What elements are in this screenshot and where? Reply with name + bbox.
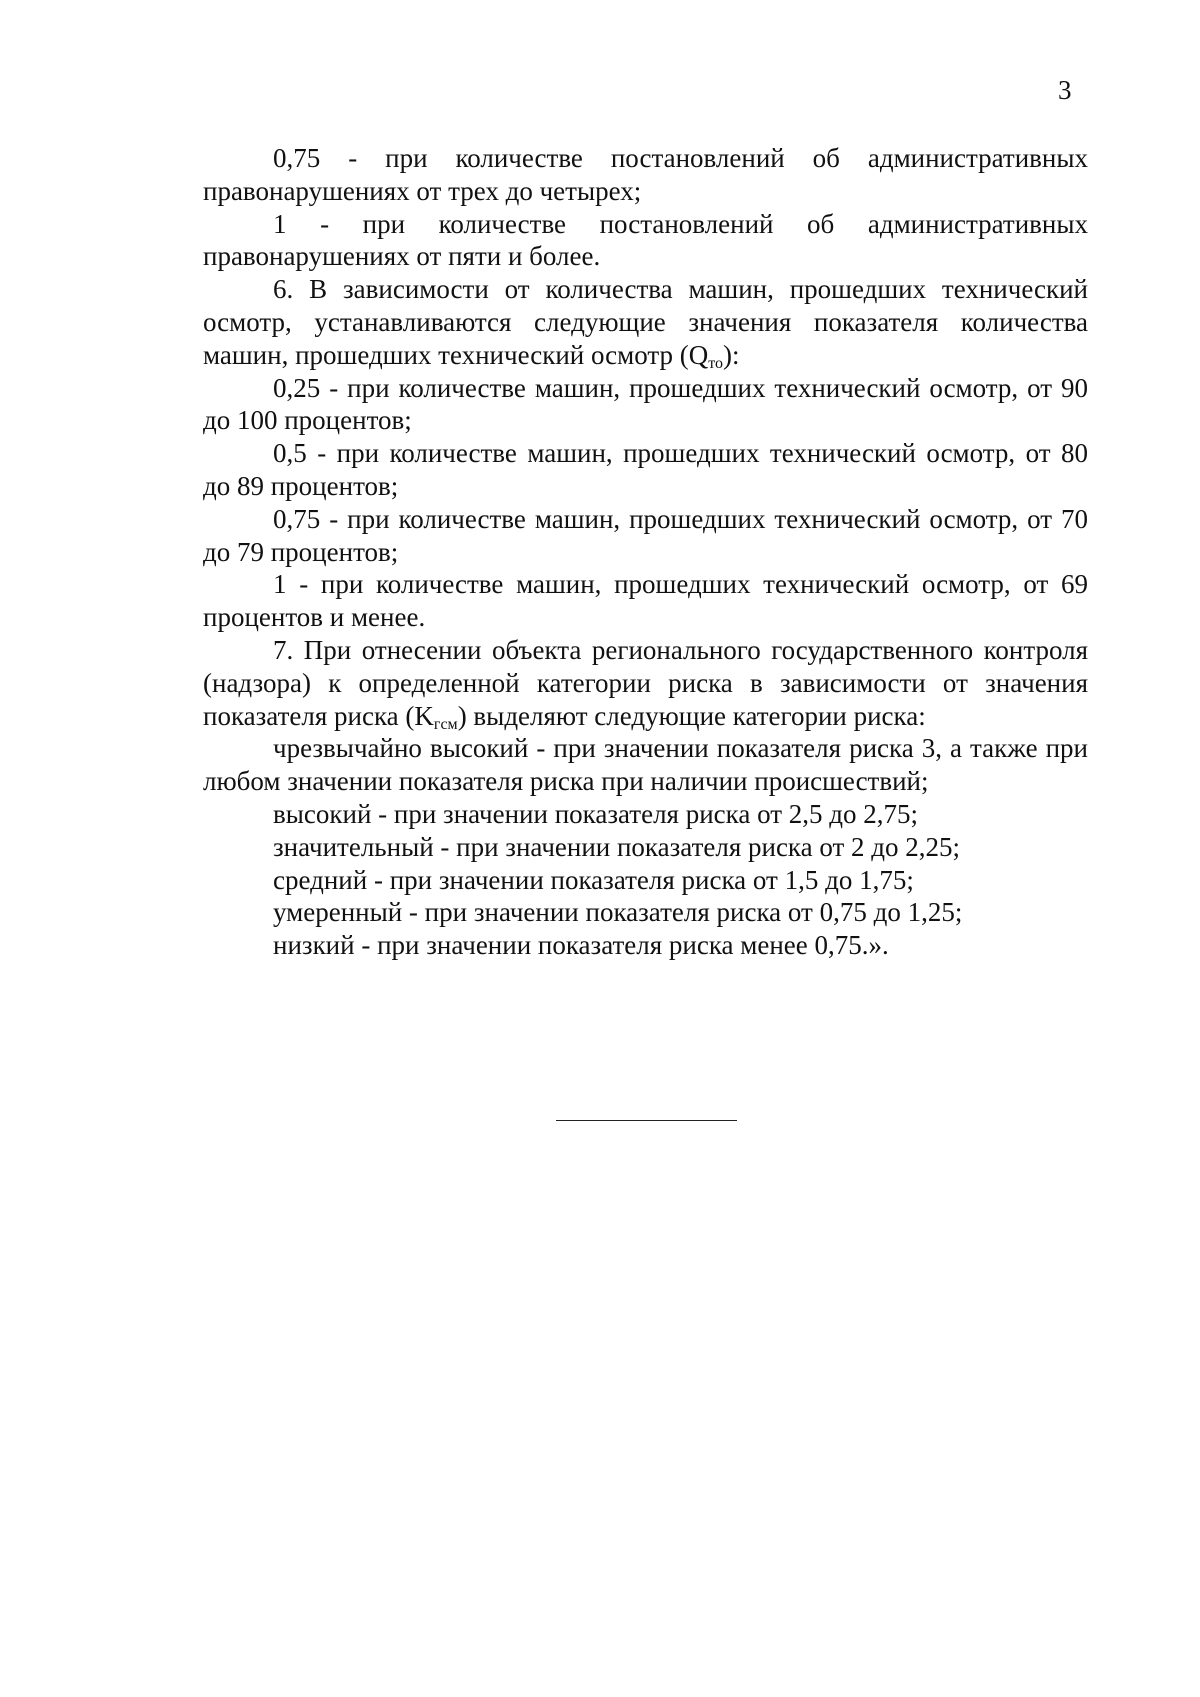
paragraph-risk-low: низкий - при значении показателя риска менее 0,75.». (273, 930, 889, 961)
paragraph-coef-1-violations: 1 - при количестве постановлений об административных правонарушениях от пяти и более. (203, 208, 1088, 272)
paragraph-coef-075-violations: 0,75 - при количестве постановлений об административных правонарушениях от трех до четырех; (203, 143, 1088, 206)
document-body (203, 142, 1088, 962)
paragraph-coef-075-inspection: 0,75 - при количестве машин, прошедших технический осмотр, от 70 до 79 процентов; (203, 503, 1088, 567)
paragraph-risk-moderate: умеренный - при значении показателя риска от 0,75 до 1,25; (273, 897, 963, 928)
paragraph-risk-significant: значительный - при значении показателя риска от 2 до 2,25; (273, 831, 961, 862)
paragraph-coef-1-inspection: 1 - при количестве машин, прошедших технический осмотр, от 69 процентов и менее. (203, 569, 1088, 633)
paragraph-risk-extremely-high: чрезвычайно высокий - при значении показателя риска 3, а также при любом значении показателя риска при наличии происшествий; (203, 733, 1088, 797)
paragraph-coef-025-inspection: 0,25 - при количестве машин, прошедших технический осмотр, от 90 до 100 процентов; (203, 372, 1088, 436)
paragraph-risk-medium: средний - при значении показателя риска от 1,5 до 1,75; (273, 864, 914, 895)
end-of-document-rule (556, 1120, 737, 1121)
item-6-end: ): (723, 339, 740, 370)
page-number: 3 (1058, 75, 1072, 105)
item-7-text: 7. При отнесении объекта регионального государственного контроля (надзора) к определенной категории риска в зависимости от значения показателя риска (K (203, 634, 1088, 731)
paragraph-coef-05-inspection: 0,5 - при количестве машин, прошедших технический осмотр, от 80 до 89 процентов; (203, 438, 1088, 501)
item-6-text: 6. В зависимости от количества машин, прошедших технический осмотр, устанавливаются следующие значения показателя количества машин, прошедших технический осмотр (Q (203, 274, 1088, 370)
paragraph-item-6 (203, 273, 1088, 371)
paragraph-item-7 (203, 634, 1088, 732)
paragraph-risk-high: высокий - при значении показателя риска от 2,5 до 2,75; (273, 798, 919, 829)
item-7-end: ) выделяют следующие категории риска: (457, 700, 926, 731)
item-7-subscript: гсм (433, 715, 458, 733)
item-6-subscript: то (708, 354, 724, 372)
